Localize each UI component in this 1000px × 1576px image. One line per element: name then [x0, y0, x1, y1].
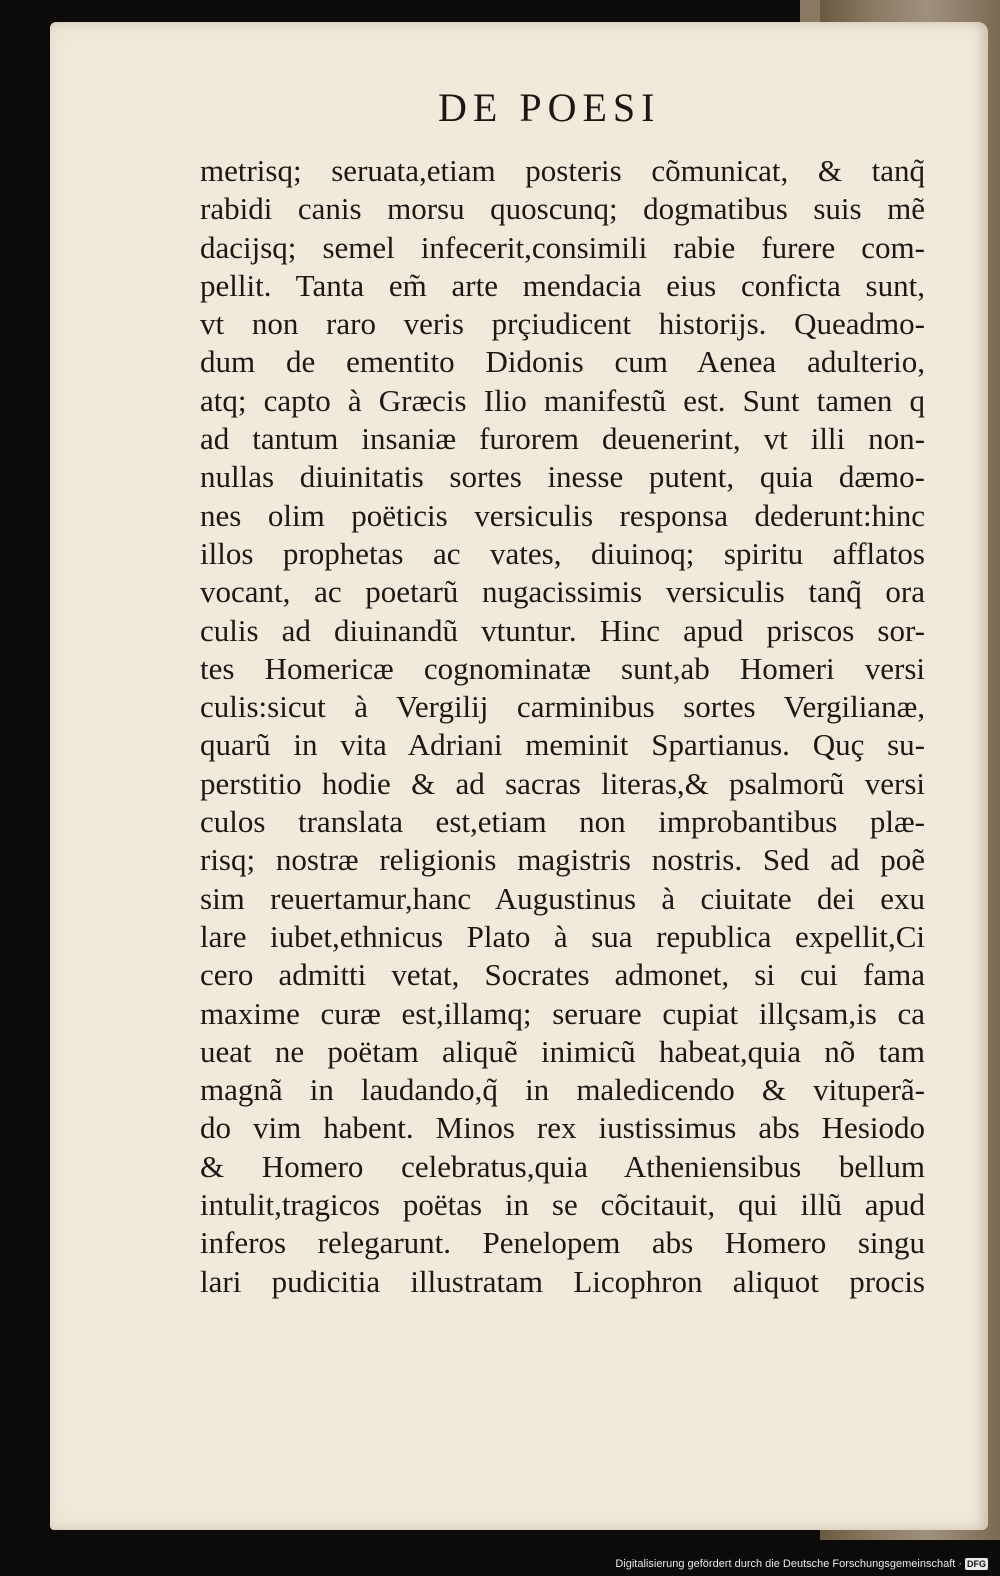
text-line: ueat ne poëtam aliquẽ inimicũ habeat,quia nõ tam	[200, 1033, 925, 1069]
text-line: lari pudicitia illustratam Licophron aliquot procis	[200, 1263, 925, 1299]
text-line: dacijsq; semel infecerit,consimili rabie furere com-	[200, 229, 925, 265]
text-line: atq; capto à Græcis Ilio manifestũ est. Sunt tamen q	[200, 382, 925, 418]
text-line: do vim habent. Minos rex iustissimus abs Hesiodo	[200, 1110, 925, 1146]
text-line: cero admitti vetat, Socrates admonet, si cui fama	[200, 957, 925, 993]
dfg-logo: DFG	[967, 1559, 986, 1569]
text-block	[200, 152, 925, 1301]
text-line: vocant, ac poetarũ nugacissimis versiculis tanq̃ ora	[200, 574, 925, 610]
text-line: pellit. Tanta em̃ arte mendacia eius conficta sunt,	[200, 267, 925, 303]
text-line: culis ad diuinandũ vtuntur. Hinc apud priscos sor-	[200, 612, 925, 648]
text-line: culis:sicut à Vergilij carminibus sortes Vergilianæ,	[200, 689, 925, 725]
text-line: tes Homericæ cognominatæ sunt,ab Homeri versi	[200, 650, 925, 686]
text-line: vt non raro veris prçiudicent historijs. Queadmo-	[200, 306, 925, 342]
text-line: rabidi canis morsu quoscunq; dogmatibus suis mẽ	[200, 191, 925, 227]
text-line: perstitio hodie & ad sacras literas,& psalmorũ versi	[200, 765, 925, 801]
text-line: intulit,tragicos poëtas in se cõcitauit, qui illũ apud	[200, 1187, 925, 1223]
text-line: magnã in laudando,q̃ in maledicendo & vituperã-	[200, 1072, 925, 1108]
text-line: metrisq; seruata,etiam posteris cõmunicat, & tanq̃	[200, 153, 925, 188]
text-line: nes olim poëticis versiculis responsa dederunt:hinc	[200, 497, 925, 533]
text-line: culos translata est,etiam non improbantibus plæ-	[200, 804, 925, 840]
text-line: risq; nostræ religionis magistris nostris. Sed ad poẽ	[200, 842, 925, 878]
text-line: inferos relegarunt. Penelopem abs Homero singu	[200, 1225, 925, 1261]
text-line: sim reuertamur,hanc Augustinus à ciuitate dei exu	[200, 880, 925, 916]
text-line: illos prophetas ac vates, diuinoq; spiritu afflatos	[200, 535, 925, 571]
digitization-credit	[615, 1558, 988, 1570]
credit-separator: ·	[958, 1558, 962, 1570]
credit-text: Digitalisierung gefördert durch die Deutsche Forschungsgemeinschaft	[615, 1558, 956, 1570]
text-line: & Homero celebratus,quia Atheniensibus bellum	[200, 1148, 925, 1184]
text-line: dum de ementito Didonis cum Aenea adulterio,	[200, 344, 925, 380]
text-line: lare iubet,ethnicus Plato à sua republica expellit,Ci	[200, 918, 925, 954]
text-line: nullas diuinitatis sortes inesse putent, quia dæmo-	[200, 459, 925, 495]
text-line: ad tantum insaniæ furorem deuenerint, vt illi non-	[200, 421, 925, 457]
text-line: quarũ in vita Adriani meminit Spartianus. Quç su-	[200, 727, 925, 763]
text-line: maxime curæ est,illamq; seruare cupiat illçsam,is ca	[200, 995, 925, 1031]
running-head: DE POESI	[438, 85, 661, 130]
